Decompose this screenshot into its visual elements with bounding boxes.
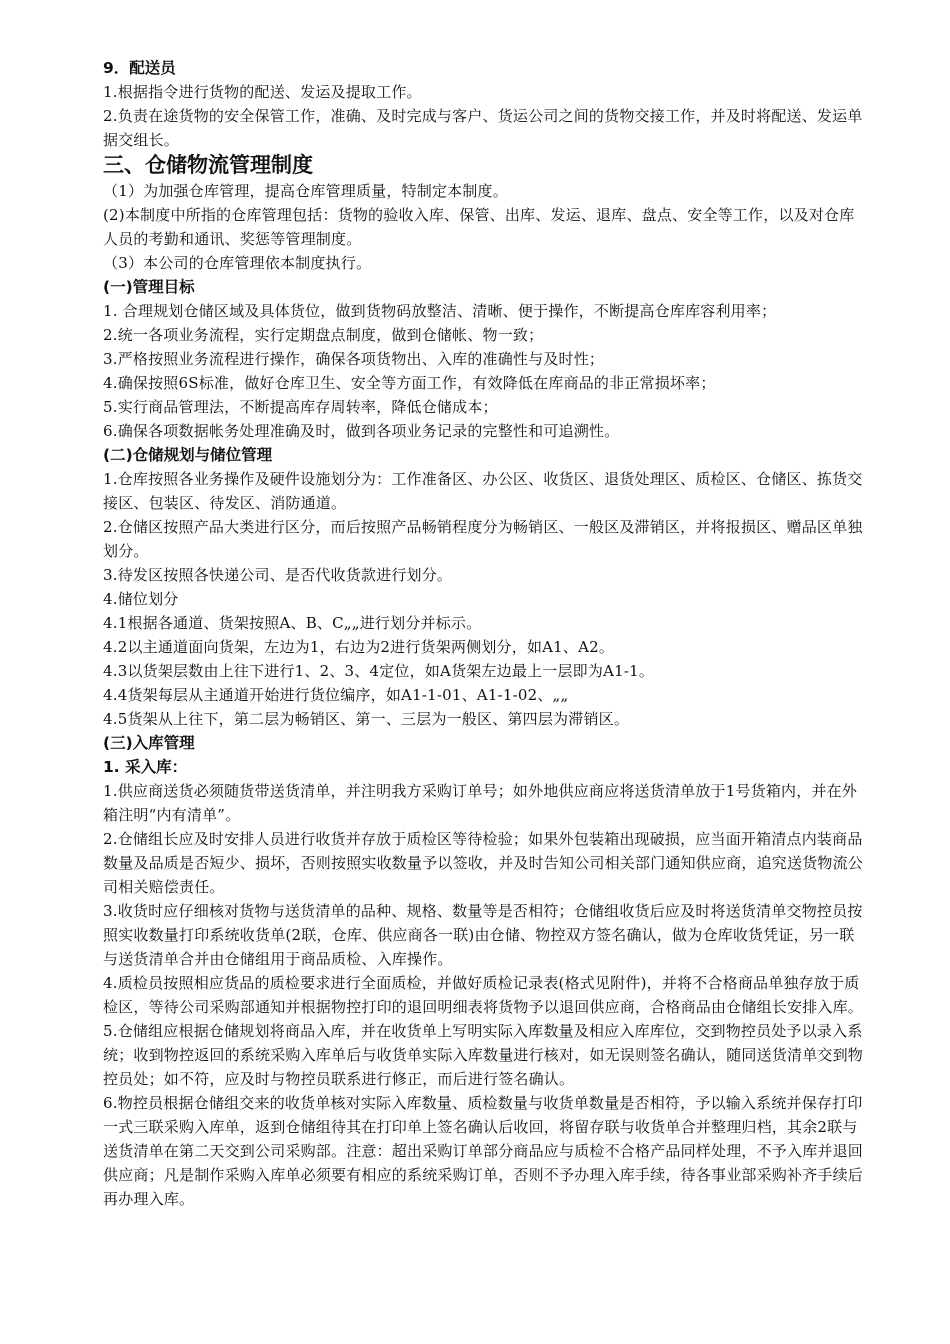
subsection-heading: (一)管理目标	[103, 278, 195, 296]
paragraph: （3）本公司的仓库管理依本制度执行。	[103, 254, 372, 272]
subsection-heading: 9．配送员	[103, 59, 176, 77]
paragraph: 3.严格按照业务流程进行操作，确保各项货物出、入库的准确性与及时性；	[103, 350, 605, 368]
paragraph: 1.根据指令进行货物的配送、发运及提取工作。	[103, 83, 422, 101]
paragraph: 5.实行商品管理法，不断提高库存周转率，降低仓储成本；	[103, 398, 498, 416]
paragraph: 4.2以主通道面向货架，左边为1，右边为2进行货架两侧划分，如A1、A2。	[103, 638, 615, 656]
subsection-heading: (二)仓储规划与储位管理	[103, 446, 273, 464]
paragraph: 4.确保按照6S标准，做好仓库卫生、安全等方面工作，有效降低在库商品的非正常损坏率；	[103, 374, 716, 392]
paragraph: 4.5货架从上往下，第二层为畅销区、第一、三层为一般区、第四层为滞销区。	[103, 710, 630, 728]
paragraph: 3.收货时应仔细核对货物与送货清单的品种、规格、数量等是否相符；仓储组收货后应及时将送货清单交物控员按照实收数量打印系统收货单(2联，仓库、供应商各一联)由仓储、物控双方签名确认，做为仓库收货凭证，另一联与送货清单合并由仓储组用于商品质检、入库操作。	[103, 902, 863, 968]
paragraph: 2.统一各项业务流程，实行定期盘点制度，做到仓储帐、物一致；	[103, 326, 544, 344]
paragraph: 6.确保各项数据帐务处理准确及时，做到各项业务记录的完整性和可追溯性。	[103, 422, 620, 440]
paragraph: 3.待发区按照各快递公司、是否代收货款进行划分。	[103, 566, 453, 584]
paragraph: 4.4货架每层从主通道开始进行货位编序，如A1-1-01、A1-1-02、„„	[103, 686, 569, 704]
paragraph: 1.仓库按照各业务操作及硬件设施划分为：工作准备区、办公区、收货区、退货处理区、质检区、仓储区、拣货交接区、包装区、待发区、消防通道。	[103, 470, 863, 512]
paragraph: 6.物控员根据仓储组交来的收货单核对实际入库数量、质检数量与收货单数量是否相符，予以输入系统并保存打印一式三联采购入库单，返到仓储组待其在打印单上签名确认后收回，将留存联与收货单合并整理归档，其余2联与送货清单在第二天交到公司采购部。注意：超出采购订单部分商品应与质检不合格产品同样处理，不予入库并退回供应商；凡是制作采购入库单必须要有相应的系统采购订单，否则不予办理入库手续，待各事业部采购补齐手续后再办理入库。	[103, 1094, 864, 1208]
paragraph: (2)本制度中所指的仓库管理包括：货物的验收入库、保管、出库、发运、退库、盘点、安全等工作，以及对仓库人员的考勤和通讯、奖惩等管理制度。	[103, 206, 855, 248]
section-heading: 三、仓储物流管理制度	[103, 153, 313, 177]
paragraph: 4.质检员按照相应货品的质检要求进行全面质检，并做好质检记录表(格式见附件)，并将不合格商品单独存放于质检区，等待公司采购部通知并根据物控打印的退回明细表将货物予以退回供应商，合格商品由仓储组长安排入库。	[103, 974, 864, 1016]
paragraph: 1.供应商送货必须随货带送货清单，并注明我方采购订单号；如外地供应商应将送货清单放于1号货箱内，并在外箱注明“内有清单”。	[103, 782, 858, 824]
paragraph: 5.仓储组应根据仓储规划将商品入库，并在收货单上写明实际入库数量及相应入库库位，交到物控员处予以录入系统；收到物控返回的系统采购入库单后与收货单实际入库数量进行核对，如无误则签名确认，随同送货清单交到物控员处；如不符，应及时与物控员联系进行修正，而后进行签名确认。	[103, 1022, 864, 1088]
paragraph: 2.仓储组长应及时安排人员进行收货并存放于质检区等待检验；如果外包装箱出现破损，应当面开箱清点内装商品数量及品质是否短少、损坏，否则按照实收数量予以签收，并及时告知公司相关部门通知供应商，追究送货物流公司相关赔偿责任。	[103, 830, 864, 896]
subsection-heading: 1. 采入库：	[103, 758, 188, 776]
paragraph: 4.3以货架层数由上往下进行1、2、3、4定位，如A货架左边最上一层即为A1-1。	[103, 662, 655, 680]
paragraph: 1. 合理规划仓储区域及具体货位，做到货物码放整洁、清晰、便于操作，不断提高仓库库容利用率；	[103, 302, 777, 320]
paragraph: 4.1根据各通道、货架按照A、B、C„„进行划分并标示。	[103, 614, 482, 632]
paragraph: 2.仓储区按照产品大类进行区分，而后按照产品畅销程度分为畅销区、一般区及滞销区，并将报损区、赠品区单独划分。	[103, 518, 863, 560]
paragraph: 2.负责在途货物的安全保管工作，准确、及时完成与客户、货运公司之间的货物交接工作，并及时将配送、发运单据交组长。	[103, 107, 863, 149]
paragraph: （1）为加强仓库管理，提高仓库管理质量，特制定本制度。	[103, 182, 508, 200]
paragraph: 4.储位划分	[103, 590, 179, 608]
subsection-heading: (三)入库管理	[103, 734, 195, 752]
